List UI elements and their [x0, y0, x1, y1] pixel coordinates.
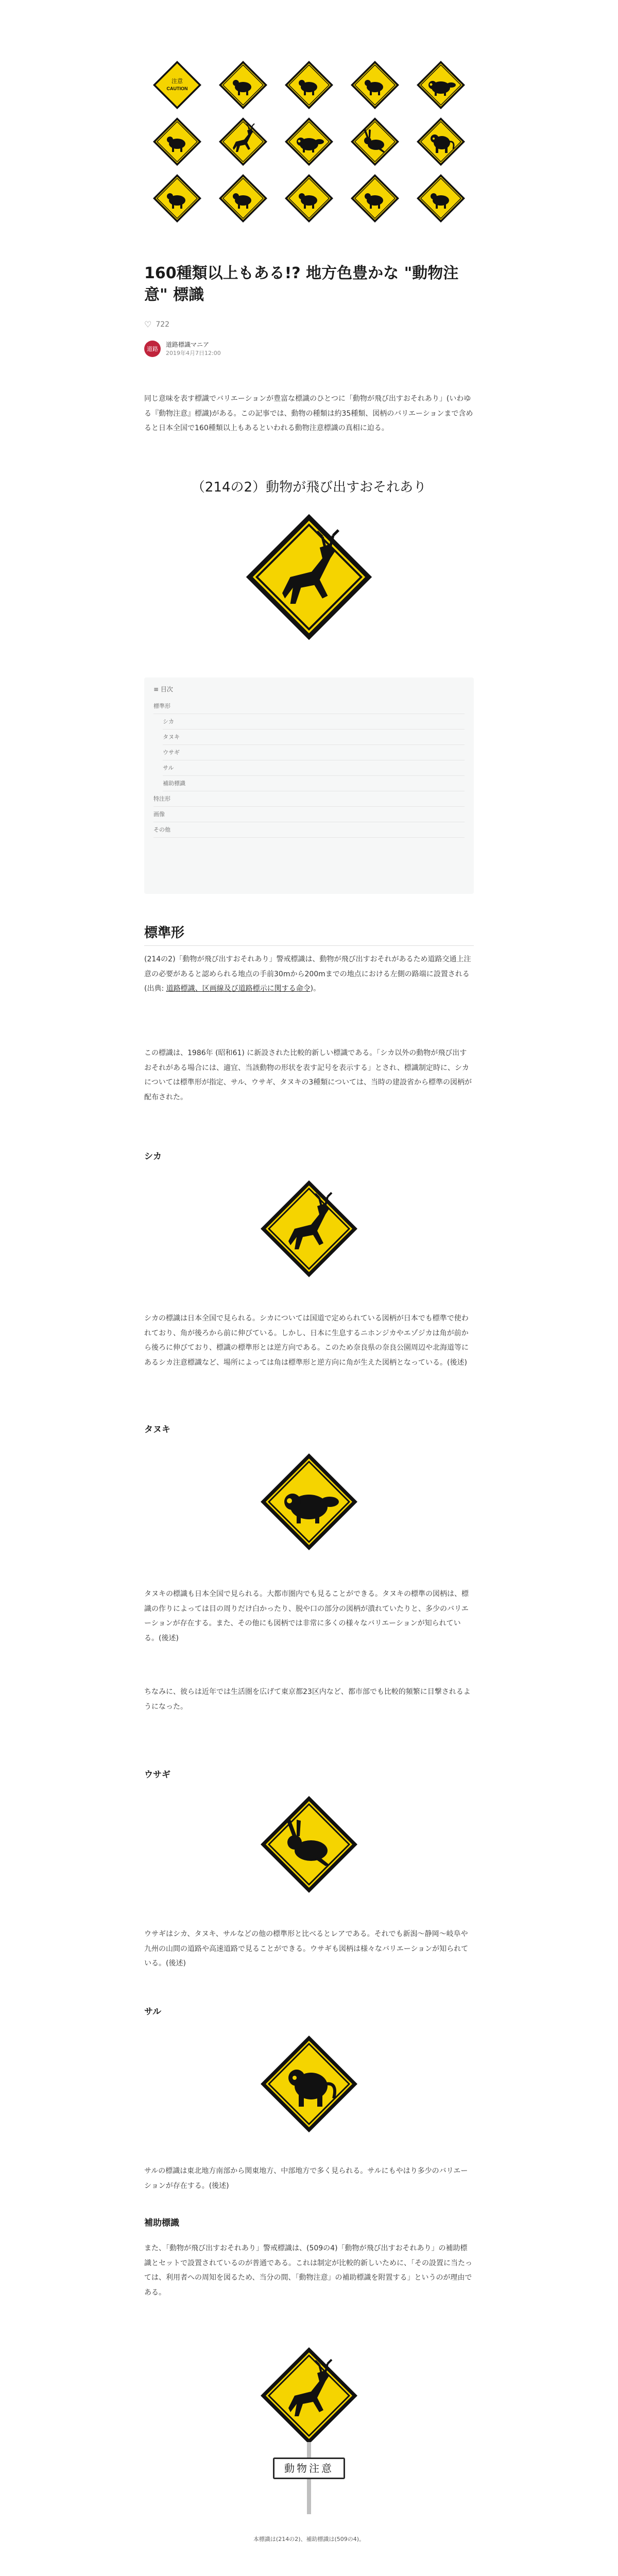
toc-item[interactable]: その他	[153, 822, 465, 838]
heading-monkey: サル	[144, 2007, 162, 2017]
aux-caption: 本標識は(214の2)、補助標識は(509の4)。	[253, 2536, 365, 2543]
standard-paragraph-2: この標識は、1986年 (昭和61) に新設された比較的新しい標識である。「シカ以外の動物が飛び出すおそれがある場合には、適宜、当該動物の形状を表す記号を表示する」とされ、標識制定時に、シカについては標準形が指定、サル、ウサギ、タヌキの3種類については、当時の建設省から標準の図柄が配布された。	[144, 1049, 472, 1102]
toc-item[interactable]: 画像	[153, 807, 465, 822]
rabbit-sign-image	[258, 1793, 360, 1896]
post-date: 2019年4月7日12:00	[166, 350, 221, 357]
monkey-paragraph: サルの標識は東北地方南部から関東地方、中部地方で多く見られる。サルにもやはり多少のバリエーションが存在する。(後述)	[144, 2167, 468, 2190]
monkey-icon	[415, 116, 467, 167]
bear-icon	[415, 173, 467, 224]
heading-deer: シカ	[144, 1151, 162, 1162]
eagle-icon	[151, 116, 203, 167]
likes-count: 722	[156, 320, 170, 329]
toc-item[interactable]: サル	[163, 760, 465, 776]
heading-rabbit: ウサギ	[144, 1770, 170, 1780]
author-block[interactable]	[144, 340, 474, 357]
boar-icon	[415, 59, 467, 111]
toc-item[interactable]: タヌキ	[163, 730, 465, 745]
table-of-contents	[144, 677, 474, 894]
aux-paragraph: また、「動物が飛び出すおそれあり」警戒標識は、(509の4)「動物が飛び出すおそれあり」の補助標識とセットで設置されているのが普通である。これは制定が比較的新しいために、「その設置に当たっては、利用者への周知を図るため、当分の間、「動物注意」の補助標識を附置する」というのが理由である。	[144, 2244, 472, 2297]
fox-icon	[151, 173, 203, 224]
cow-icon	[217, 59, 269, 111]
toc-item[interactable]: シカ	[163, 714, 465, 730]
author-name[interactable]: 道路標識マニア	[166, 341, 210, 348]
toc-item[interactable]: 標準形	[153, 699, 465, 714]
monkey-sign-image	[258, 2032, 360, 2136]
avatar[interactable]: 道路	[144, 341, 161, 357]
tanuki-paragraph: タヌキの標識も日本全国で見られる。大都市圏内でも見ることができる。タヌキの標準の図柄は、標識の作りによっては目の周りだけ白かったり、脱や口の部分の図柄が潰れていたりと、多少のバリエーションが存在する。また、その他にも図柄では非常に多くの様々なバリエーションが知られている。(後述)	[144, 1590, 469, 1643]
deer-sign-image-small	[258, 1177, 360, 1280]
rabbit-paragraph: ウサギはシカ、タヌキ、サルなどの他の標準形と比べるとレアである。それでも新潟〜静岡〜岐阜や九州の山間の道路や高速道路で見ることができる。ウサギも図柄は様々なバリエーションが知られている。(後述)	[144, 1930, 469, 1968]
bird-icon	[283, 59, 335, 111]
sign-title: （214の2）動物が飛び出すおそれあり	[191, 480, 427, 495]
toc-item[interactable]: ウサギ	[163, 745, 465, 760]
tanuki-paragraph-2: ちなみに、彼らは近年では生活圏を広げて東京都23区内など、都市部でも比較的頻繁に目撃されるようになった。	[144, 1688, 471, 1711]
ordinance-link[interactable]: 道路標識、区画線及び道路標示に関する命令	[166, 985, 311, 993]
standard-text-end: )。	[310, 985, 321, 993]
heading-aux: 補助標識	[144, 2218, 179, 2228]
section-heading-standard: 標準形	[144, 922, 474, 946]
deer-sign-image	[242, 510, 376, 644]
horse-icon	[217, 173, 269, 224]
caution-text-en: CAUTION	[166, 86, 188, 91]
standard-text: (214の2)「動物が飛び出すおそれあり」警戒標識は、動物が飛び出すおそれがあるため道路交通上注意の必要があると認められる地点の手前30mから200mまでの地点における左側の路端に設置される (出典:	[144, 955, 471, 993]
toc-item[interactable]: 補助標識	[163, 776, 465, 791]
caution-text-icon	[151, 59, 203, 111]
heading-tanuki: タヌキ	[144, 1425, 170, 1435]
caution-text: 注意	[171, 78, 183, 84]
hare-icon	[349, 116, 401, 167]
deer-icon	[217, 116, 269, 167]
tanuki-sign-image	[258, 1450, 360, 1553]
toc-header[interactable]: ≡ 目次	[153, 686, 173, 693]
turtle-icon	[349, 173, 401, 224]
standard-paragraph-1	[144, 952, 474, 996]
frog-icon	[349, 59, 401, 111]
owl-icon	[283, 173, 335, 224]
toc-item[interactable]: 特注形	[153, 791, 465, 807]
likes[interactable]	[144, 319, 474, 329]
intro-paragraph: 同じ意味を表す標識でバリエーションが豊富な標識のひとつに「動物が飛び出すおそれあり」(いわゆる『動物注意』標識)がある。この記事では、動物の種類は約35種類、図柄のバリエーションまで含めると日本全国で160種類以上もあるといわれる動物注意標識の真相に迫る。	[144, 395, 473, 433]
deer-paragraph: シカの標識は日本全国で見られる。シカについては国道で定められている図柄が日本でも標準で使われており、角が後ろから前に伸びている。しかし、日本に生息するニホンジカやエゾジカは角が前から後ろに伸びており、標識の標準形とは逆方向である。このため奈良県の奈良公園周辺や北海道等にあるシカ注意標識など、場所によっては角は標準形と逆方向に角が生えた図柄となっている。(後述)	[144, 1314, 469, 1367]
otter-icon	[283, 116, 335, 167]
hero-sign-grid	[144, 57, 474, 232]
aux-deer-sign-image	[258, 2344, 360, 2447]
heart-icon[interactable]: ♡	[144, 319, 152, 329]
article-title: 160種類以上もある!? 地方色豊かな "動物注意" 標識	[144, 264, 459, 304]
aux-plate: 動物注意	[273, 2458, 345, 2479]
